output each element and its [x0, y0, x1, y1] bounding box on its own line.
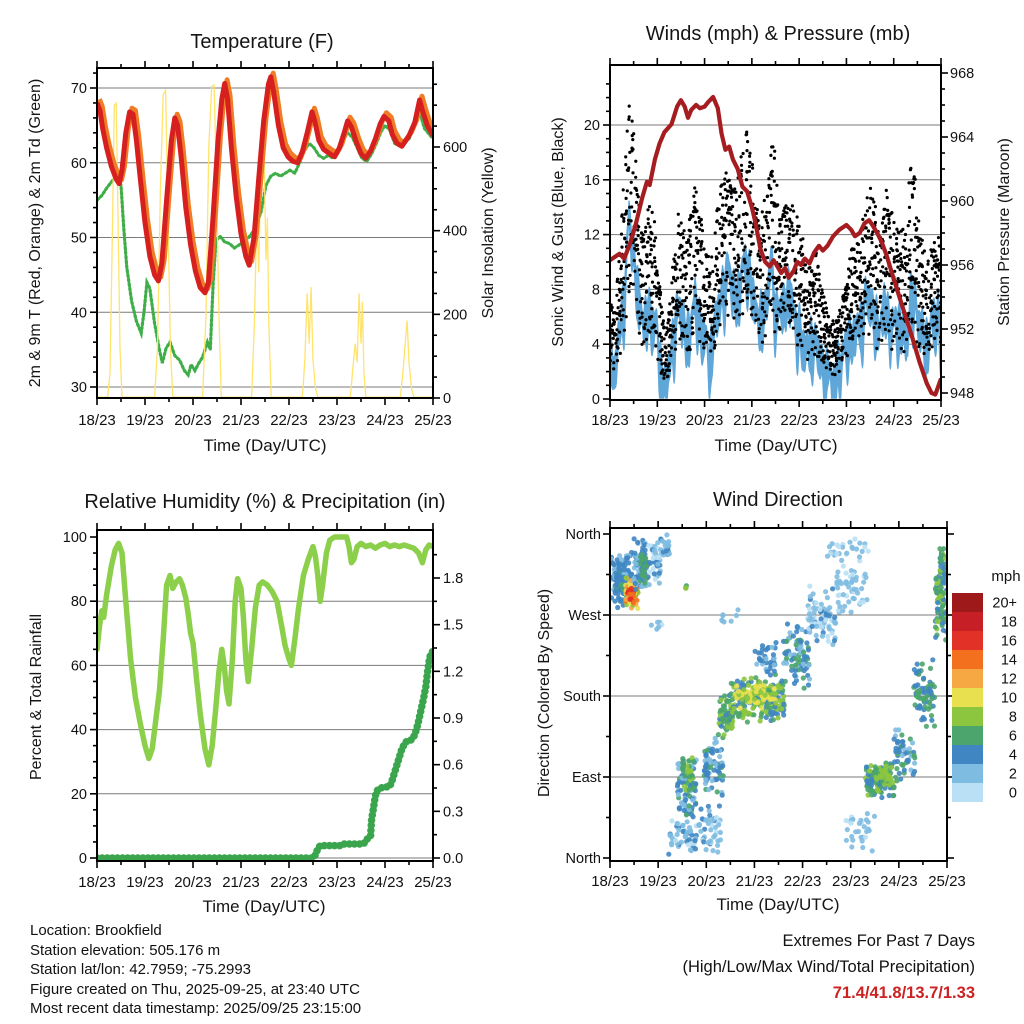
temperature-xtick-22/23: 22/23: [270, 412, 308, 429]
station-latlon: Station lat/lon: 42.7959; -75.2993: [30, 961, 252, 978]
colorbar-swatch-12: [952, 669, 983, 688]
humidity-ytick-80: 80: [70, 594, 87, 611]
wind-direction-xtick-18/23: 18/23: [591, 873, 629, 890]
wind-direction-xtick-21/23: 21/23: [735, 873, 774, 890]
station-info: [30, 921, 361, 1019]
extremes-subtitle: (High/Low/Max Wind/Total Precipitation): [682, 958, 975, 976]
winds-xtick-21/23: 21/23: [733, 412, 771, 429]
colorbar-swatch-8: [952, 707, 983, 726]
extremes-values: 71.4/41.8/13.7/1.33: [832, 984, 975, 1002]
humidity-precip-plot: [63, 523, 463, 891]
humidity-xtick-21/23: 21/23: [222, 874, 260, 891]
wind-ytick-4: 4: [591, 337, 600, 354]
humidity-xtick-25/23: 25/23: [414, 874, 452, 891]
colorbar-label-18: 18: [1000, 614, 1017, 631]
winds-pressure-chart-title: Winds (mph) & Pressure (mb): [645, 23, 911, 45]
humidity-xtick-18/23: 18/23: [78, 874, 116, 891]
precip-ytick-0.0: 0.0: [443, 851, 464, 867]
temperature-ytick-60: 60: [70, 155, 87, 172]
winds-pressure-plot: [584, 58, 974, 429]
wind-direction-plot: [563, 521, 1017, 890]
winds-yaxis-left-label: Sonic Wind & Gust (Blue, Black): [550, 117, 567, 347]
colorbar-swatch-0: [952, 783, 983, 802]
humidity-ytick-40: 40: [70, 722, 87, 739]
temperature-ytick-70: 70: [70, 81, 87, 97]
temperature-xtick-23/23: 23/23: [318, 412, 356, 429]
extremes-title: Extremes For Past 7 Days: [782, 932, 975, 950]
precip-ytick-0.9: 0.9: [443, 711, 464, 727]
colorbar-unit-label: mph: [991, 568, 1021, 585]
winds-xtick-25/23: 25/23: [922, 412, 960, 429]
figure-created: Figure created on Thu, 2025-09-25, at 23:40 UTC: [30, 980, 360, 998]
wind-direction-yaxis-left-label: Direction (Colored By Speed): [536, 588, 553, 798]
wind-ytick-20: 20: [583, 118, 600, 134]
humidity-yaxis-left-label: Percent & Total Rainfall: [28, 614, 45, 781]
precip-ytick-1.2: 1.2: [443, 664, 464, 681]
winds-xtick-24/23: 24/23: [874, 412, 913, 429]
solar-ytick-600: 600: [443, 140, 468, 156]
wind-direction-xtick-22/23: 22/23: [783, 873, 822, 890]
colorbar-label-10: 10: [1000, 690, 1017, 707]
direction-ytick-West: West: [568, 608, 601, 624]
wind-direction-xtick-20/23: 20/23: [687, 873, 726, 890]
direction-ytick-East: East: [571, 770, 601, 786]
winds-xtick-22/23: 22/23: [780, 412, 818, 429]
temperature-ytick-50: 50: [70, 230, 87, 247]
precip-ytick-0.6: 0.6: [443, 757, 464, 774]
wind-direction-xaxis-label: Time (Day/UTC): [716, 895, 840, 914]
temperature-plot: [71, 61, 467, 429]
temperature-chart-title: Temperature (F): [190, 31, 334, 53]
colorbar-label-12: 12: [1000, 671, 1017, 688]
humidity-xtick-22/23: 22/23: [270, 874, 308, 891]
wind-ytick-12: 12: [583, 227, 600, 244]
wind-direction-xtick-19/23: 19/23: [639, 873, 677, 890]
speed-colorbar: [952, 593, 1017, 802]
colorbar-swatch-20+: [952, 593, 983, 612]
colorbar-swatch-16: [952, 631, 983, 650]
humidity-xaxis-label: Time (Day/UTC): [202, 897, 326, 916]
solar-ytick-200: 200: [443, 307, 468, 324]
pressure-ytick-968: 968: [950, 66, 975, 82]
colorbar-label-2: 2: [1008, 766, 1017, 783]
colorbar-label-6: 6: [1008, 728, 1017, 745]
precip-ytick-0.3: 0.3: [443, 804, 464, 821]
solar-ytick-0: 0: [443, 391, 452, 407]
pressure-ytick-952: 952: [950, 322, 975, 338]
winds-xtick-23/23: 23/23: [827, 412, 866, 429]
colorbar-label-4: 4: [1008, 747, 1017, 764]
humidity-precip-chart-title: Relative Humidity (%) & Precipitation (in): [84, 491, 446, 513]
colorbar-swatch-2: [952, 764, 983, 783]
temperature-xtick-20/23: 20/23: [174, 412, 212, 429]
precip-ytick-1.5: 1.5: [443, 617, 464, 634]
colorbar-swatch-6: [952, 726, 983, 745]
temperature-xtick-21/23: 21/23: [222, 412, 260, 429]
direction-ytick-North: North: [565, 851, 601, 867]
winds-xaxis-label: Time (Day/UTC): [714, 436, 838, 455]
humidity-xtick-24/23: 24/23: [366, 874, 404, 891]
pressure-ytick-948: 948: [950, 386, 975, 402]
direction-ytick-South: South: [563, 689, 601, 705]
extremes-block: [682, 928, 975, 1006]
wind-direction-xtick-24/23: 24/23: [880, 873, 918, 890]
winds-xtick-19/23: 19/23: [638, 412, 677, 429]
station-location: Location: Brookfield: [30, 922, 162, 939]
pressure-ytick-956: 956: [950, 258, 975, 274]
humidity-ytick-60: 60: [70, 658, 87, 675]
wind-direction-xtick-25/23: 25/23: [928, 873, 966, 890]
pressure-ytick-960: 960: [950, 194, 975, 210]
temperature-xtick-18/23: 18/23: [78, 412, 116, 429]
colorbar-label-16: 16: [1000, 633, 1017, 650]
colorbar-label-14: 14: [1000, 652, 1017, 669]
colorbar-label-8: 8: [1008, 709, 1017, 726]
pressure-ytick-964: 964: [950, 130, 975, 146]
colorbar-swatch-14: [952, 650, 983, 669]
temperature-ytick-30: 30: [70, 380, 87, 396]
humidity-xtick-19/23: 19/23: [126, 874, 164, 891]
recent-timestamp: Most recent data timestamp: 2025/09/25 23:15:00: [30, 1000, 362, 1017]
temperature-yaxis-right-label: Solar Insolation (Yellow): [480, 147, 497, 319]
wind-direction-chart-title: Wind Direction: [712, 489, 844, 511]
wind-ytick-0: 0: [591, 392, 600, 408]
winds-xtick-18/23: 18/23: [591, 412, 629, 429]
colorbar-swatch-10: [952, 688, 983, 707]
temperature-yaxis-left-label: 2m & 9m T (Red, Orange) & 2m Td (Green): [27, 78, 44, 388]
wind-direction-xtick-23/23: 23/23: [831, 873, 870, 890]
precip-ytick-1.8: 1.8: [443, 571, 464, 587]
winds-xtick-20/23: 20/23: [685, 412, 724, 429]
temperature-xtick-24/23: 24/23: [366, 412, 404, 429]
wind-ytick-16: 16: [583, 172, 600, 189]
colorbar-swatch-18: [952, 612, 983, 631]
direction-ytick-North: North: [565, 527, 601, 543]
temperature-xaxis-label: Time (Day/UTC): [203, 436, 327, 455]
humidity-ytick-0: 0: [78, 851, 87, 867]
winds-yaxis-right-label: Station Pressure (Maroon): [996, 138, 1013, 326]
humidity-ytick-20: 20: [70, 786, 87, 803]
colorbar-label-20+: 20+: [992, 595, 1017, 612]
temperature-xtick-19/23: 19/23: [126, 412, 164, 429]
humidity-xtick-23/23: 23/23: [318, 874, 356, 891]
temperature-xtick-25/23: 25/23: [414, 412, 452, 429]
colorbar-swatch-4: [952, 745, 983, 764]
temperature-ytick-40: 40: [70, 305, 87, 322]
solar-ytick-400: 400: [443, 223, 468, 240]
station-elevation: Station elevation: 505.176 m: [30, 941, 221, 959]
wind-ytick-8: 8: [591, 282, 600, 299]
humidity-ytick-100: 100: [62, 530, 87, 546]
humidity-xtick-20/23: 20/23: [174, 874, 212, 891]
colorbar-label-0: 0: [1008, 785, 1017, 802]
